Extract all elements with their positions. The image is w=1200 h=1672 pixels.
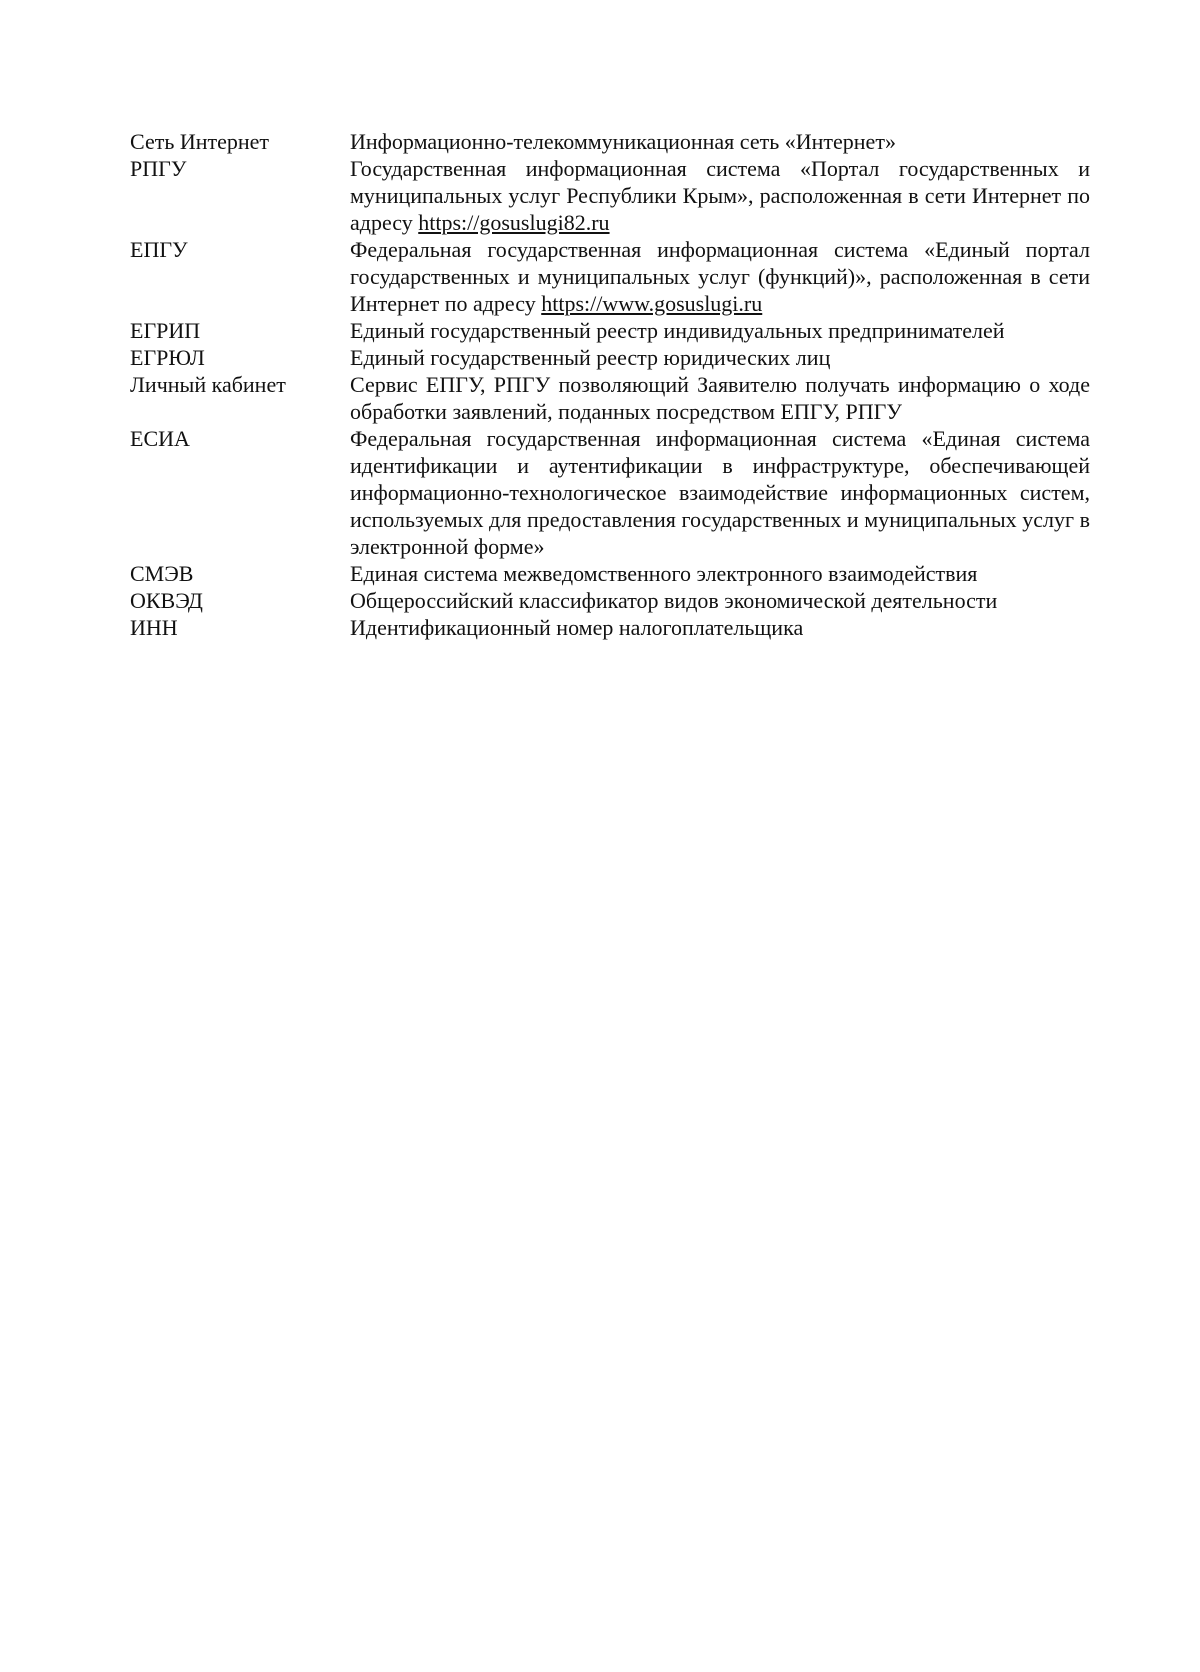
definition-text: Сервис ЕПГУ, РПГУ позволяющий Заявителю получать информацию о ходе обработки заявлений, поданных посредством ЕПГУ, РПГУ (350, 372, 1090, 424)
definition-text: Информационно-телекоммуникационная сеть «Интернет» (350, 129, 896, 154)
glossary-definition (350, 344, 1090, 371)
definition-text: Единый государственный реестр индивидуальных предпринимателей (350, 318, 1005, 343)
glossary-definition (350, 425, 1090, 560)
glossary-definition (350, 560, 1090, 587)
glossary-definition (350, 317, 1090, 344)
glossary-entry-internet (130, 128, 1090, 155)
definition-text: Единый государственный реестр юридических лиц (350, 345, 831, 370)
definition-text: Идентификационный номер налогоплательщика (350, 615, 804, 640)
glossary-entry-okved (130, 587, 1090, 614)
glossary-entry-inn (130, 614, 1090, 641)
glossary-term: СМЭВ (130, 561, 194, 586)
glossary-definition (350, 371, 1090, 425)
glossary-term: ИНН (130, 615, 178, 640)
glossary-entry-egrul (130, 344, 1090, 371)
definition-text: Общероссийский классификатор видов экономической деятельности (350, 588, 998, 613)
glossary-term: ЕСИА (130, 426, 190, 451)
glossary-entry-egrip (130, 317, 1090, 344)
glossary-term: РПГУ (130, 156, 187, 181)
glossary-entry-smev (130, 560, 1090, 587)
glossary-entry-rpgu (130, 155, 1090, 236)
glossary-definition (350, 128, 1090, 155)
definition-text: Единая система межведомственного электронного взаимодействия (350, 561, 978, 586)
glossary-term: Сеть Интернет (130, 129, 270, 154)
glossary-definition (350, 587, 1090, 614)
glossary-definition (350, 155, 1090, 236)
definition-text: Федеральная государственная информационная система «Единая система идентификации и аутентификации в инфраструктуре, обеспечивающей информационно-технологическое взаимодействие информационных систем, используемых для предоставления государственных и муниципальных услуг в электронной форме» (350, 426, 1090, 559)
epgu-link[interactable]: https://www.gosuslugi.ru (541, 291, 763, 316)
glossary-term: ЕПГУ (130, 237, 188, 262)
glossary-term: ЕГРИП (130, 318, 201, 343)
glossary-entry-esia (130, 425, 1090, 560)
glossary-term: ОКВЭД (130, 588, 203, 613)
rpgu-link[interactable]: https://gosuslugi82.ru (418, 210, 610, 235)
glossary-entry-epgu (130, 236, 1090, 317)
glossary-definition (350, 614, 1090, 641)
glossary-term: ЕГРЮЛ (130, 345, 205, 370)
definition-text: Государственная информационная система «Портал государственных и муниципальных услуг Республики Крым», расположенная в сети Интернет по адресу (350, 156, 1090, 235)
definition-text: Федеральная государственная информационная система «Единый портал государственных и муниципальных услуг (функций)», расположенная в сети Интернет по адресу (350, 237, 1090, 316)
glossary-entry-personal-account (130, 371, 1090, 425)
glossary-term: Личный кабинет (130, 372, 286, 397)
glossary-definition (350, 236, 1090, 317)
abbreviations-glossary (130, 128, 1090, 641)
